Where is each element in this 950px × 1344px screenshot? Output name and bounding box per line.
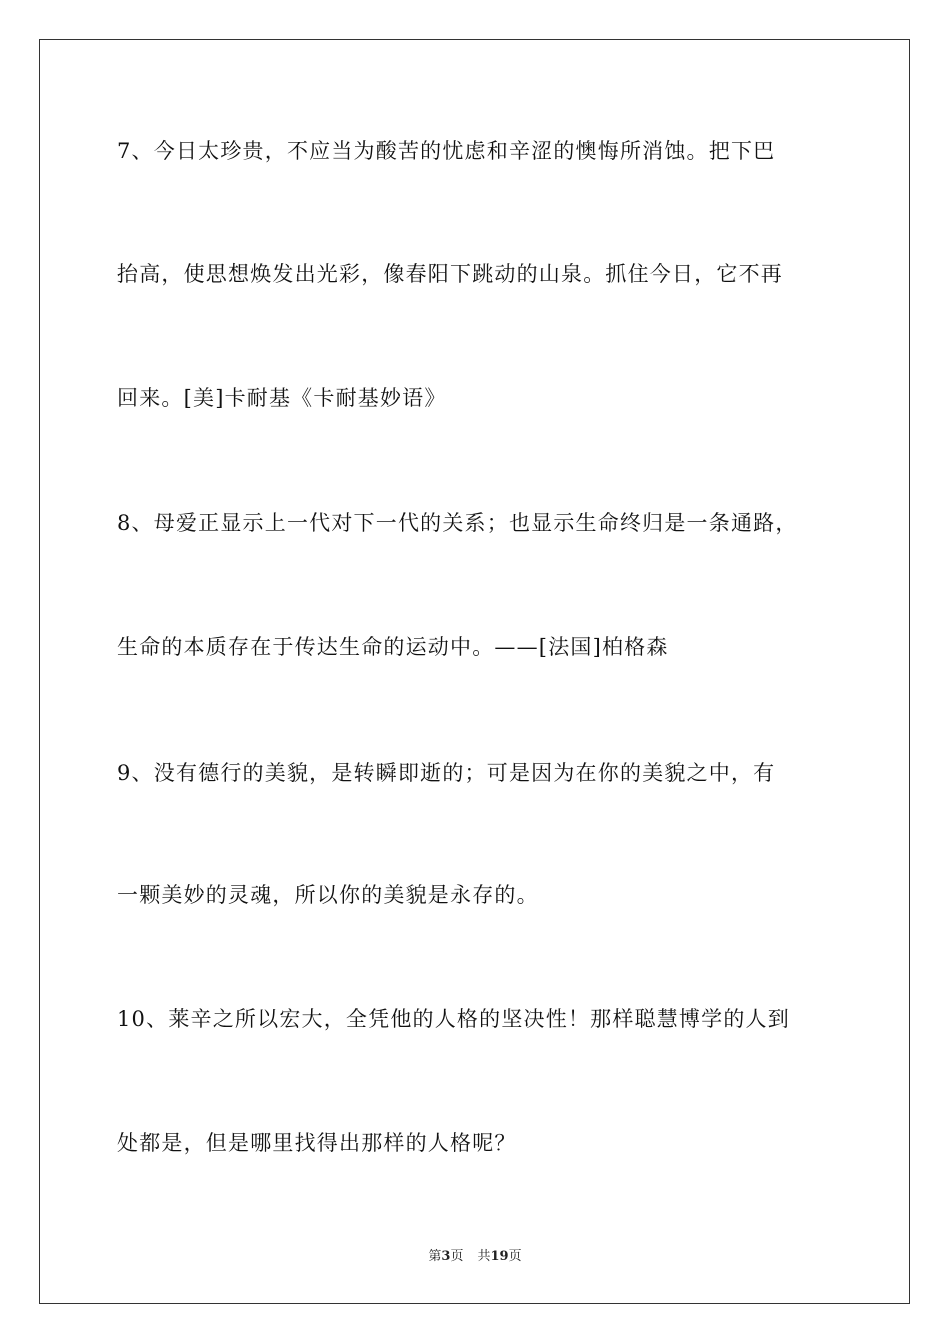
text-line: 生命的本质存在于传达生命的运动中。——[法国]柏格森 [117, 635, 669, 659]
total-pages: 19 [490, 1249, 509, 1264]
text-line: 回来。[美]卡耐基《卡耐基妙语》 [117, 386, 447, 410]
page-border [39, 39, 910, 1304]
text-line: 处都是，但是哪里找得出那样的人格呢？ [117, 1131, 517, 1155]
text-line: 一颗美妙的灵魂，所以你的美貌是永存的。 [117, 883, 539, 907]
page-footer [0, 1248, 950, 1266]
total-prefix: 共 [477, 1249, 491, 1264]
total-suffix: 页 [508, 1249, 522, 1264]
text-line: 10、莱辛之所以宏大，全凭他的人格的坚决性！那样聪慧博学的人到 [117, 1007, 790, 1031]
text-line: 8、母爱正显示上一代对下一代的关系；也显示生命终归是一条通路， [117, 511, 798, 535]
page-prefix: 第 [428, 1249, 442, 1264]
text-line: 9、没有德行的美貌，是转瞬即逝的；可是因为在你的美貌之中，有 [117, 761, 776, 785]
page-number: 3 [441, 1249, 451, 1264]
page-suffix: 页 [450, 1249, 464, 1264]
text-line: 7、今日太珍贵，不应当为酸苦的忧虑和辛涩的懊悔所消蚀。把下巴 [117, 139, 776, 163]
text-line: 抬高，使思想焕发出光彩，像春阳下跳动的山泉。抓住今日，它不再 [117, 262, 783, 286]
